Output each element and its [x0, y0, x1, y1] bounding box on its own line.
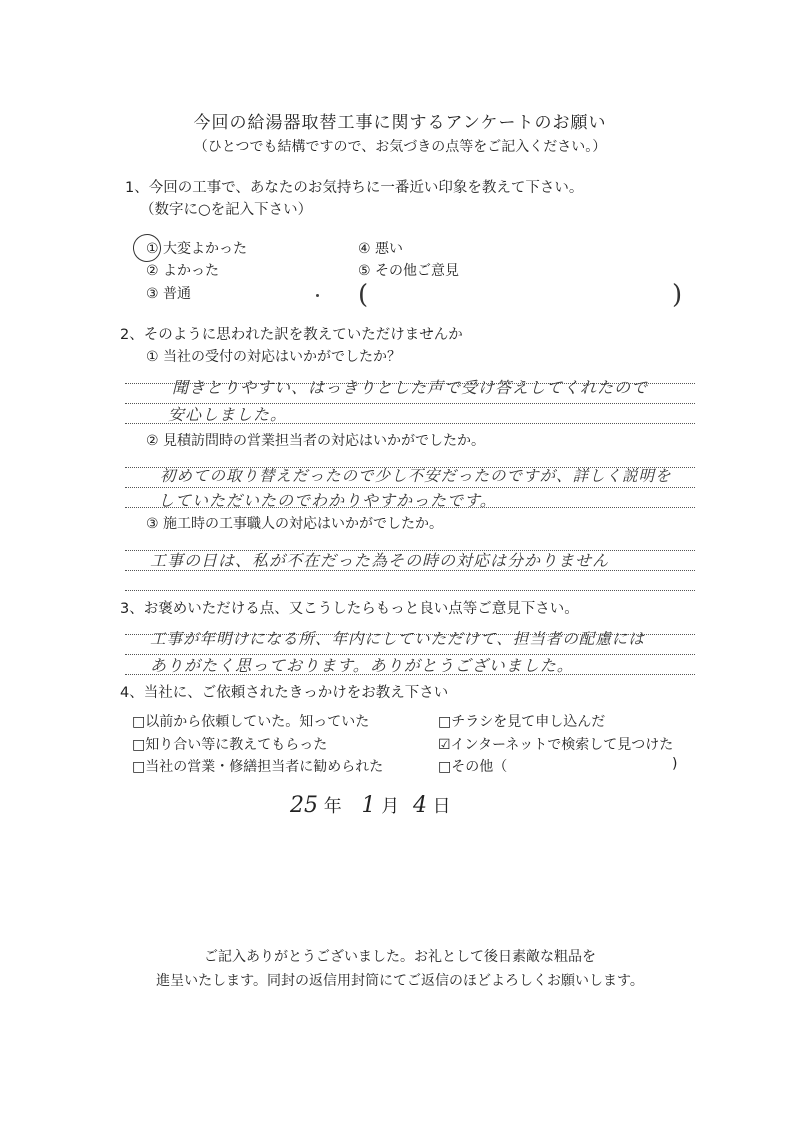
q4-option-other: □その他（ [438, 759, 508, 775]
survey-title: 今回の給湯器取替工事に関するアンケートのお願い [193, 113, 607, 133]
handwritten-q3-line-1: 工事が年明けになる所、年内にしていただけて、担当者の配慮には [150, 630, 645, 648]
date-day-label: 日 [432, 796, 451, 817]
footer-line-2: 進呈いたします。同封の返信用封筒にてご返信のほどよろしくお願いします。 [156, 973, 644, 989]
q1-paren-open: ( [358, 280, 369, 310]
handwritten-answer-2-line-1: 初めての取り替えだったので少し不安だったのですが、詳しく説明を [160, 467, 672, 485]
date-day: 4 [412, 793, 427, 818]
question-1-note: （数字に○を記入下さい） [140, 202, 313, 218]
q2-sub-1: ① 当社の受付の対応はいかがでしたか？ [146, 349, 401, 365]
question-1: 1、今回の工事で、あなたのお気持ちに一番近い印象を教えて下さい。 [125, 180, 584, 196]
q1-paren-close: ) [672, 280, 683, 310]
footer-line-1: ご記入ありがとうございました。お礼として後日素敵な粗品を [204, 949, 596, 965]
survey-subtitle: （ひとつでも結構ですので、お気づきの点等をご記入ください。） [193, 139, 607, 155]
question-4: 4、当社に、ご依頼されたきっかけをお教え下さい [120, 685, 449, 701]
handwritten-answer-1-line-2: 安心しました。 [168, 405, 288, 424]
handwritten-answer-2-line-2: していただいたのでわかりやすかったです。 [158, 491, 497, 510]
q4-other-paren-close: ) [672, 756, 678, 772]
handwritten-answer-3-line-1: 工事の日は、私が不在だった為その時の対応は分かりません [150, 551, 610, 570]
answer-line [125, 590, 695, 591]
q4-option-acquaintance: □知り合い等に教えてもらった [132, 737, 328, 753]
question-3: 3、お褒めいただける点、又こうしたらもっと良い点等ご意見下さい。 [120, 601, 579, 617]
q4-option-flyer: □チラシを見て申し込んだ [438, 714, 606, 730]
date-year-label: 年 [323, 796, 342, 817]
response-date [290, 792, 451, 818]
handwritten-answer-1-line-1: 聞きとりやすい、はっきりとした声で受け答えしてくれたので [172, 378, 649, 397]
q4-option-sales-staff: □当社の営業・修繕担当者に勧められた [132, 759, 384, 775]
stray-dot [316, 294, 319, 297]
q1-option-4: ④ 悪い [358, 241, 404, 257]
q4-option-known: □以前から依頼していた。知っていた [132, 714, 370, 730]
q1-option-3: ③ 普通 [146, 286, 192, 302]
handwritten-q3-line-2: ありがたく思っております。ありがとうございました。 [150, 656, 574, 675]
date-year: 25 [290, 793, 318, 818]
q1-option-5: ⑤ その他ご意見 [358, 263, 460, 279]
q1-option-2: ② よかった [146, 263, 220, 279]
q2-sub-2: ② 見積訪問時の営業担当者の対応はいかがでしたか。 [146, 433, 485, 449]
q2-sub-3: ③ 施工時の工事職人の対応はいかがでしたか。 [146, 516, 443, 532]
q1-option-1: ① 大変よかった [146, 241, 248, 257]
q4-option-internet-checked: ☑インターネットで検索して見つけた [438, 737, 674, 753]
question-2: 2、そのように思われた訳を教えていただけませんか [120, 327, 463, 343]
date-month-label: 月 [381, 796, 400, 817]
date-month: 1 [361, 793, 376, 818]
